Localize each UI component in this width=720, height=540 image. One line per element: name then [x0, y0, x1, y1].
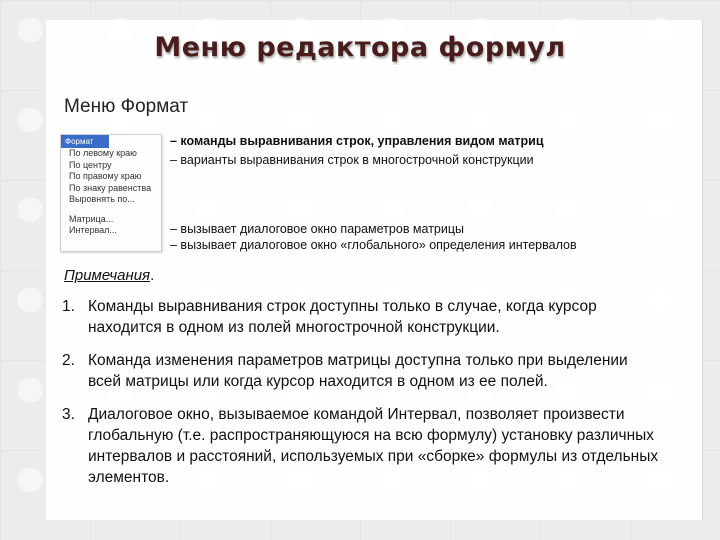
note-item	[62, 296, 662, 338]
note-number: 1.	[62, 298, 75, 315]
notes-label: Примечания	[64, 267, 151, 284]
note-item	[62, 404, 662, 488]
menu-item: По правому краю	[69, 171, 142, 181]
page-title: Меню редактора формул	[154, 32, 566, 63]
menu-item: Выровнять по...	[69, 194, 135, 204]
note-item	[62, 350, 662, 392]
menu-item: По центру	[69, 159, 112, 170]
notes-heading	[64, 267, 154, 284]
note-number: 2.	[62, 352, 75, 369]
section-subtitle: Меню Формат	[64, 96, 189, 117]
description-align-variants: – варианты выравнивания строк в многострочной конструкции	[170, 153, 534, 167]
note-number: 3.	[62, 406, 75, 423]
menu-item: Матрица...	[69, 213, 114, 224]
format-menu-screenshot	[60, 134, 162, 252]
menu-item: По левому краю	[69, 148, 137, 158]
note-text: Команда изменения параметров матрицы доступна только при выделении всей матрицы или когда курсор находится в одном из ее полей.	[88, 352, 628, 390]
menu-separator	[61, 206, 161, 214]
menu-item: Интервал...	[69, 225, 117, 235]
menu-item: По знаку равенства	[69, 182, 152, 193]
description-interval: – вызывает диалоговое окно «глобального» определения интервалов	[170, 238, 577, 252]
menu-header: Формат	[61, 135, 109, 148]
notes-list	[62, 296, 662, 500]
notes-label-suffix: .	[150, 267, 155, 284]
note-text: Команды выравнивания строк доступны только в случае, когда курсор находится в одном из полей многострочной конструкции.	[88, 298, 597, 336]
description-align-commands: – команды выравнивания строк, управления видом матриц	[170, 134, 544, 148]
description-matrix: – вызывает диалоговое окно параметров матрицы	[170, 222, 465, 236]
note-text: Диалоговое окно, вызываемое командой Интервал, позволяет произвести глобальную (т.е. распространяющуюся на всю формулу) установку различных интервалов и расстояний, используемых при «сборке» формулы из отдельных элементов.	[88, 406, 659, 486]
